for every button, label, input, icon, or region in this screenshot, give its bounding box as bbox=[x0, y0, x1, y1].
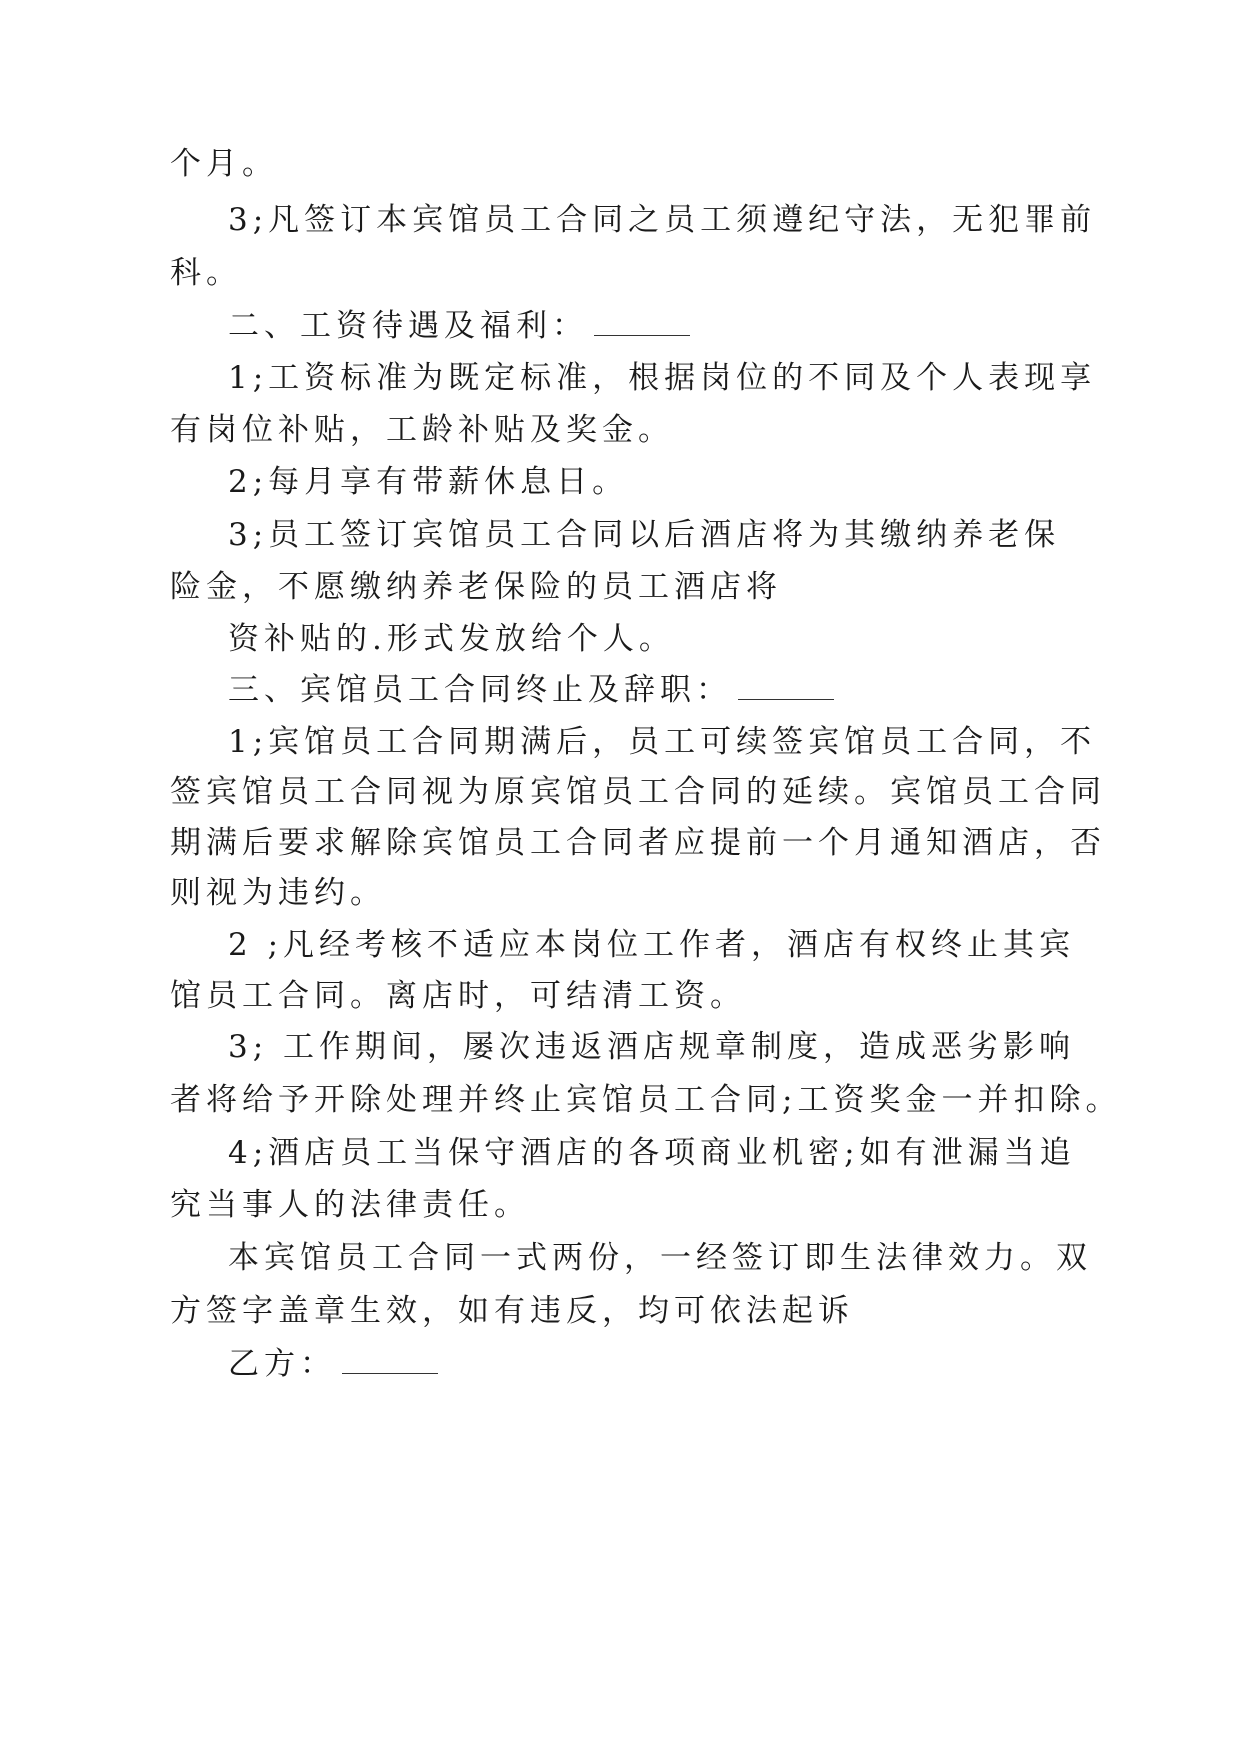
text-line-5: 1;工资标准为既定标准，根据岗位的不同及个人表现享 bbox=[228, 360, 1097, 396]
text-line-17: 馆员工合同。离店时，可结清工资。 bbox=[170, 978, 746, 1014]
text-line-21: 究当事人的法律责任。 bbox=[170, 1187, 530, 1223]
party-b-signature-line bbox=[228, 1344, 438, 1384]
text-line-16: 2 ;凡经考核不适应本岗位工作者，酒店有权终止其宾 bbox=[228, 927, 1076, 963]
text-line-9: 险金，不愿缴纳养老保险的员工酒店将 bbox=[170, 569, 782, 605]
text-line-13: 签宾馆员工合同视为原宾馆员工合同的延续。宾馆员工合同 bbox=[170, 774, 1106, 810]
party-b-label: 乙方： bbox=[228, 1346, 336, 1382]
text-line-6: 有岗位补贴，工龄补贴及奖金。 bbox=[170, 412, 674, 448]
section-heading-2 bbox=[228, 306, 690, 346]
fill-in-blank bbox=[594, 309, 690, 336]
fill-in-blank bbox=[342, 1347, 438, 1374]
fill-in-blank bbox=[738, 673, 834, 700]
text-line-12: 1;宾馆员工合同期满后，员工可续签宾馆员工合同，不 bbox=[228, 724, 1097, 760]
text-line-2: 3;凡签订本宾馆员工合同之员工须遵纪守法，无犯罪前 bbox=[228, 202, 1097, 238]
text-line-14: 期满后要求解除宾馆员工合同者应提前一个月通知酒店，否 bbox=[170, 825, 1106, 861]
text-line-20: 4;酒店员工当保守酒店的各项商业机密;如有泄漏当追 bbox=[228, 1135, 1076, 1171]
text-line-18: 3; 工作期间，屡次违返酒店规章制度，造成恶劣影响 bbox=[228, 1029, 1076, 1065]
text-line-7: 2;每月享有带薪休息日。 bbox=[228, 464, 629, 500]
text-line-22: 本宾馆员工合同一式两份，一经签订即生法律效力。双 bbox=[228, 1240, 1092, 1276]
text-line-19: 者将给予开除处理并终止宾馆员工合同;工资奖金一并扣除。 bbox=[170, 1082, 1122, 1118]
section-heading-3-text: 三、宾馆员工合同终止及辞职： bbox=[228, 672, 732, 708]
text-line-15: 则视为违约。 bbox=[170, 875, 386, 911]
section-heading-3 bbox=[228, 670, 834, 710]
text-line-10: 资补贴的.形式发放给个人。 bbox=[228, 621, 675, 657]
text-line-1: 个月。 bbox=[170, 146, 278, 182]
text-line-8: 3;员工签订宾馆员工合同以后酒店将为其缴纳养老保 bbox=[228, 517, 1061, 553]
text-line-23: 方签字盖章生效，如有违反，均可依法起诉 bbox=[170, 1293, 854, 1329]
text-line-3: 科。 bbox=[170, 255, 242, 291]
section-heading-2-text: 二、工资待遇及福利： bbox=[228, 308, 588, 344]
